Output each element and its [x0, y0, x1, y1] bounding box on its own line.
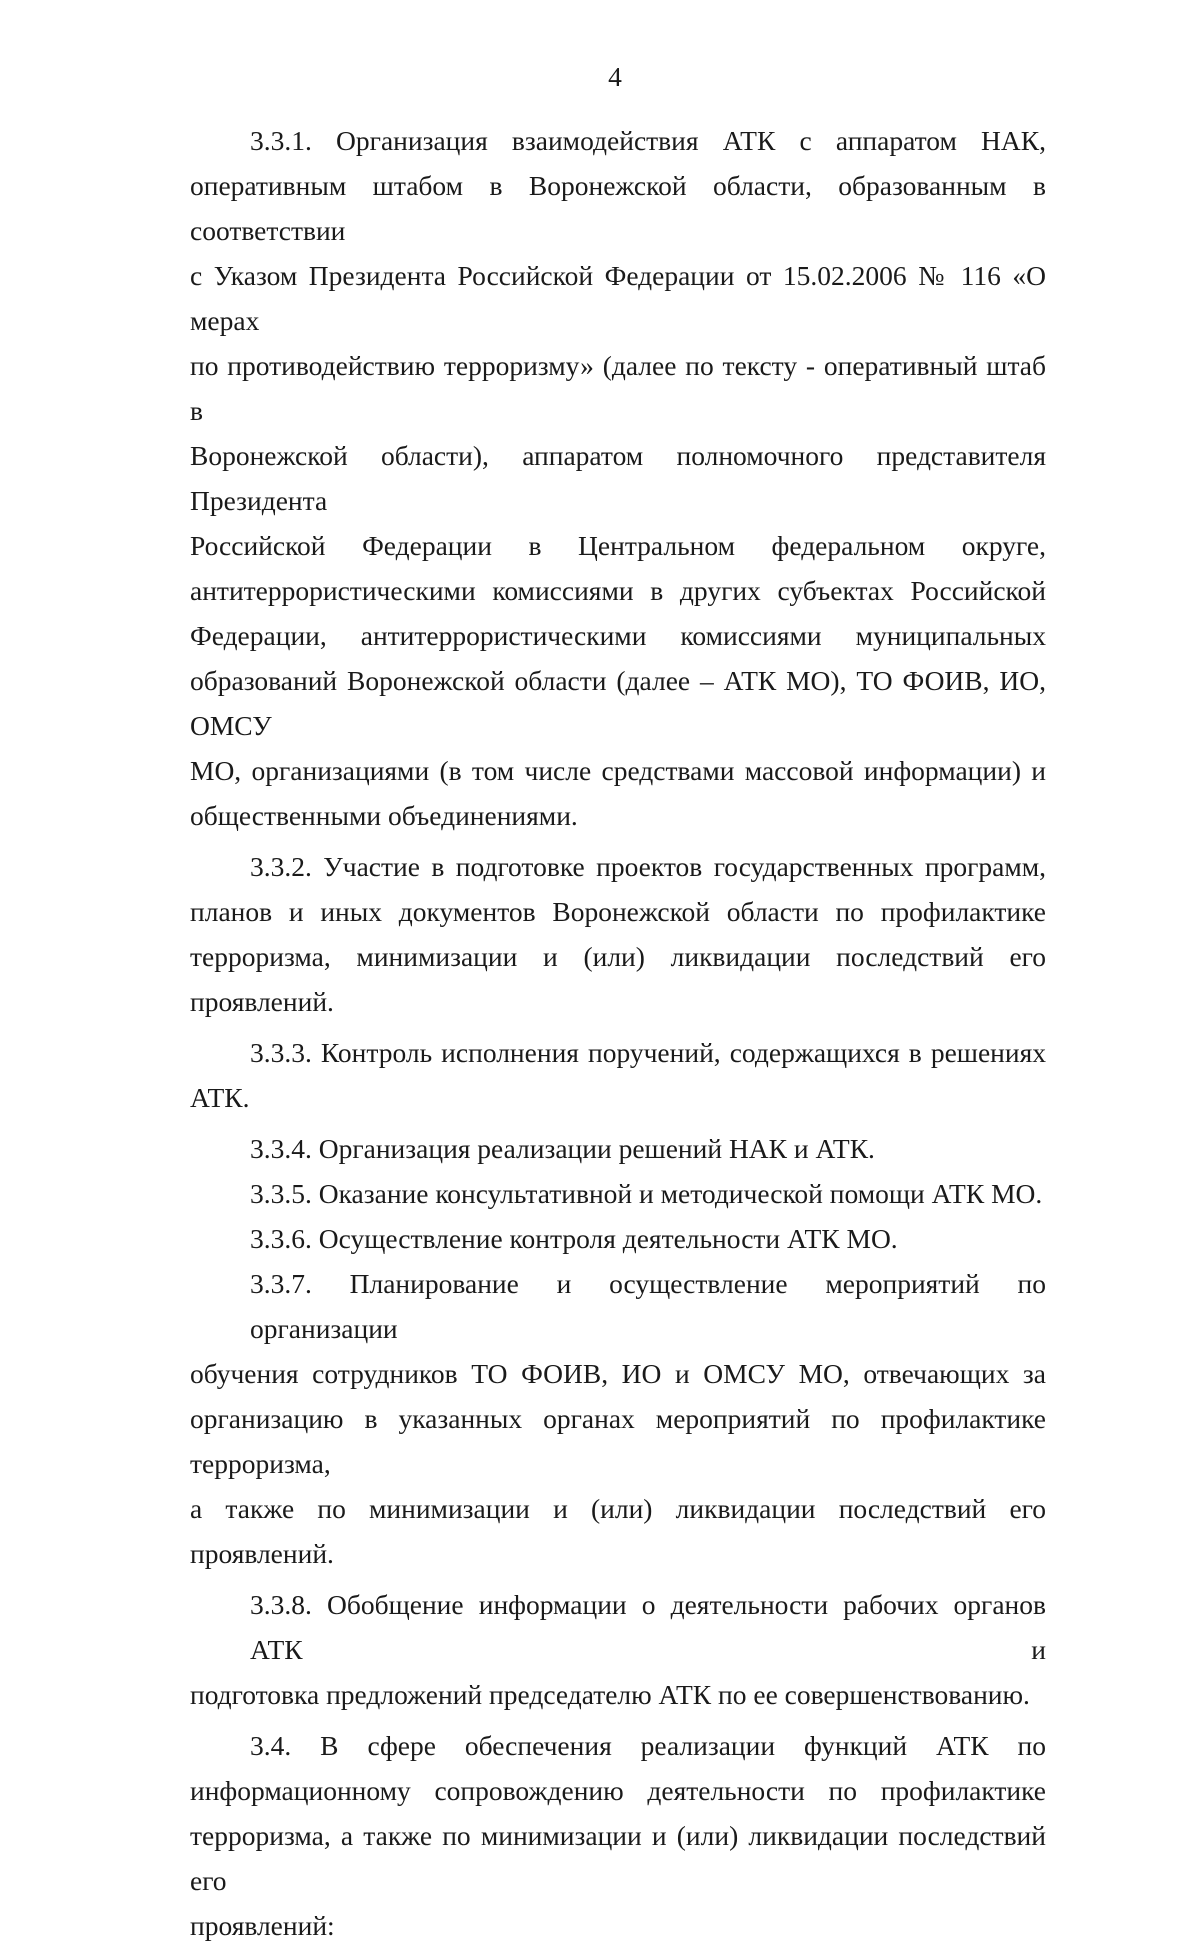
paragraph-line: 3.3.1. Организация взаимодействия АТК с аппаратом НАК, [250, 125, 1046, 156]
paragraph-line: 3.3.7. Планирование и осуществление мероприятий по организации [250, 1268, 1046, 1344]
paragraph-line: по противодействию терроризму» (далее по тексту - оперативный штаб в [190, 350, 1046, 426]
paragraph-line: Федерации, антитеррористическими комиссиями муниципальных [190, 620, 1046, 651]
paragraph-line: МО, организациями (в том числе средствами массовой информации) и [190, 755, 1046, 786]
paragraph-line: обучения сотрудников ТО ФОИВ, ИО и ОМСУ МО, отвечающих за [190, 1358, 1046, 1389]
paragraph-3-3-8 [190, 1582, 1046, 1717]
paragraph-line: 3.3.6. Осуществление контроля деятельности АТК МО. [250, 1223, 898, 1254]
page-number: 4 [608, 61, 622, 92]
paragraph-line: 3.3.3. Контроль исполнения поручений, содержащихся в решениях [250, 1037, 1046, 1068]
paragraph-line: подготовка предложений председателю АТК по ее совершенствованию. [190, 1679, 1030, 1710]
paragraph-line: 3.3.2. Участие в подготовке проектов государственных программ, [250, 851, 1046, 882]
paragraph-line: Российской Федерации в Центральном федеральном округе, [190, 530, 1046, 561]
paragraph-line: 3.3.8. Обобщение информации о деятельности рабочих органов АТК и [250, 1589, 1046, 1665]
paragraph-line: АТК. [190, 1082, 250, 1113]
paragraph-line: информационному сопровождению деятельности по профилактике [190, 1775, 1046, 1806]
paragraph-line: с Указом Президента Российской Федерации от 15.02.2006 № 116 «О мерах [190, 260, 1046, 336]
paragraph-line: антитеррористическими комиссиями в других субъектах Российской [190, 575, 1046, 606]
paragraph-line: образований Воронежской области (далее – АТК МО), ТО ФОИВ, ИО, ОМСУ [190, 665, 1046, 741]
paragraph-line: Воронежской области), аппаратом полномочного представителя Президента [190, 440, 1046, 516]
paragraph-line: терроризма, а также по минимизации и (или) ликвидации последствий его [190, 1820, 1046, 1896]
paragraph-line: 3.3.4. Организация реализации решений НАК и АТК. [250, 1133, 875, 1164]
paragraph-line: 3.3.5. Оказание консультативной и методической помощи АТК МО. [250, 1178, 1043, 1209]
paragraph-line: терроризма, минимизации и (или) ликвидации последствий его проявлений. [190, 941, 1046, 1017]
paragraph-3-3-7 [190, 1261, 1046, 1576]
paragraph-line: организацию в указанных органах мероприятий по профилактике терроризма, [190, 1403, 1046, 1479]
paragraph-line: оперативным штабом в Воронежской области, образованным в соответствии [190, 170, 1046, 246]
document-body [190, 118, 1046, 1948]
paragraph-3-3-5 [190, 1171, 1046, 1216]
paragraph-3-3-6 [190, 1216, 1046, 1261]
paragraph-3-3-4 [190, 1126, 1046, 1171]
paragraph-line: а также по минимизации и (или) ликвидации последствий его проявлений. [190, 1493, 1046, 1569]
paragraph-3-4 [190, 1723, 1046, 1948]
paragraph-3-3-1 [190, 118, 1046, 838]
paragraph-line: 3.4. В сфере обеспечения реализации функций АТК по [250, 1730, 1046, 1761]
paragraph-line: проявлений: [190, 1910, 335, 1941]
paragraph-3-3-2 [190, 844, 1046, 1024]
paragraph-3-3-3 [190, 1030, 1046, 1120]
paragraph-line: общественными объединениями. [190, 800, 578, 831]
paragraph-line: планов и иных документов Воронежской области по профилактике [190, 896, 1046, 927]
